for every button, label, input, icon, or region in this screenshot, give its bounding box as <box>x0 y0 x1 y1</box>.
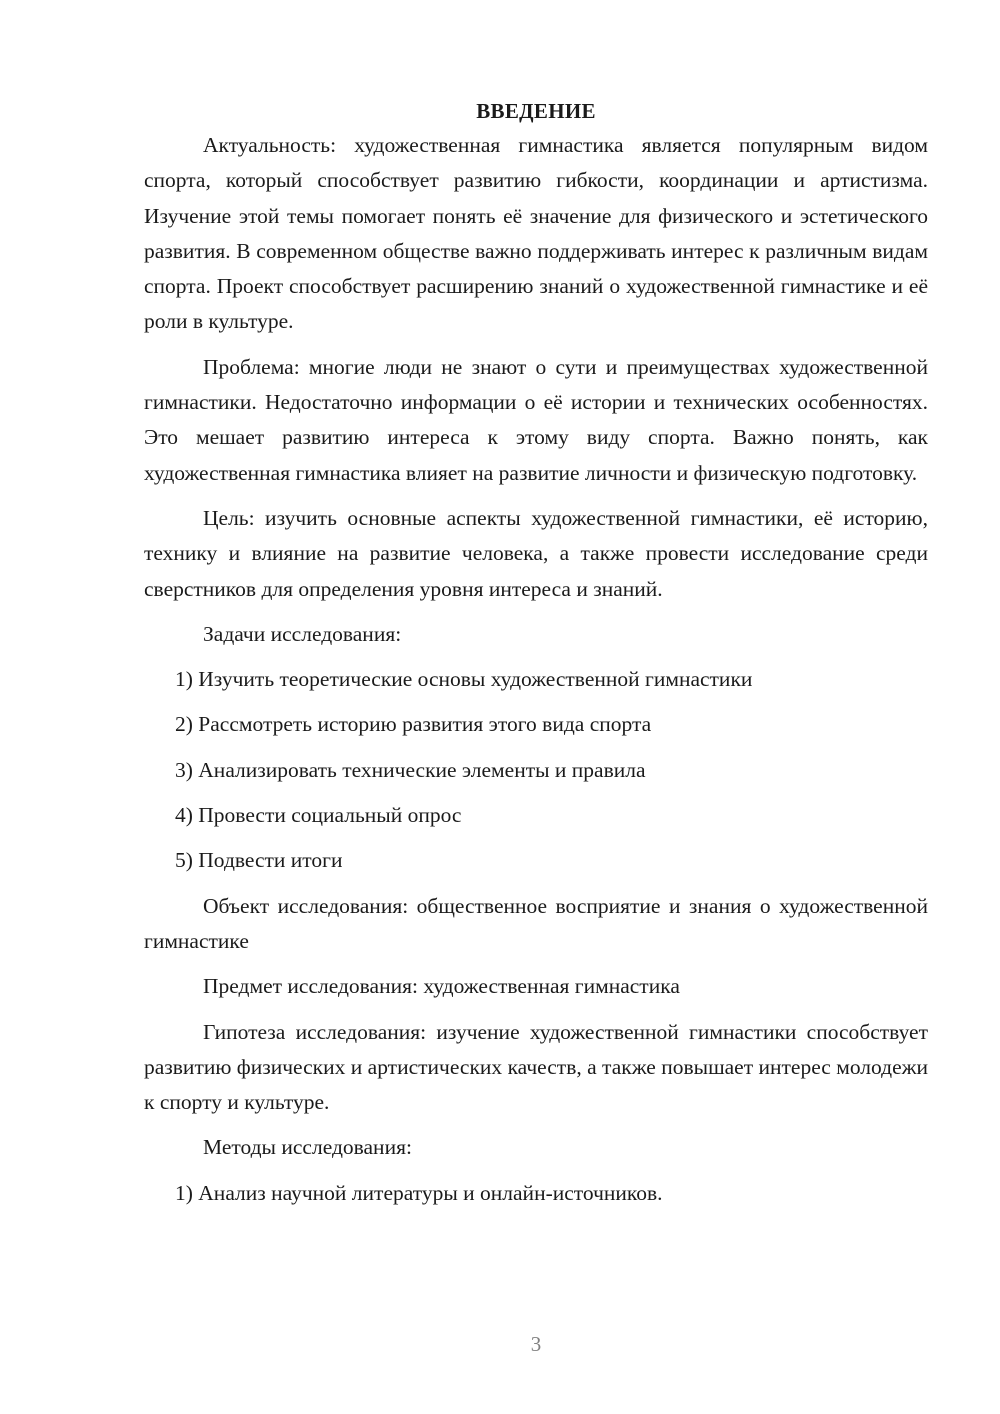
tasks-heading: Задачи исследования: <box>203 621 402 646</box>
task-item: 5) Подвести итоги <box>175 848 343 873</box>
goal-paragraph: Цель: изучить основные аспекты художественной гимнастики, её историю, технику и влияние на развитие человека, а также провести исследование среди сверстников для определения уровня интереса и знаний. <box>144 505 928 601</box>
problem-paragraph: Проблема: многие люди не знают о сути и преимуществах художественной гимнастики. Недостаточно информации о её истории и технических особенностях. Это мешает развитию интереса к этому виду спорта. Важно понять, как художественная гимнастика влияет на развитие личности и физическую подготовку. <box>144 354 928 485</box>
task-item: 3) Анализировать технические элементы и правила <box>175 757 646 782</box>
subject-line: Предмет исследования: художественная гимнастика <box>203 974 680 999</box>
methods-heading: Методы исследования: <box>203 1135 412 1160</box>
method-item: 1) Анализ научной литературы и онлайн-источников. <box>175 1180 663 1205</box>
section-heading: ВВЕДЕНИЕ <box>476 99 596 123</box>
page-number: 3 <box>530 1332 542 1356</box>
task-item: 4) Провести социальный опрос <box>175 803 462 828</box>
task-item: 2) Рассмотреть историю развития этого вида спорта <box>175 712 652 737</box>
document-page <box>144 96 928 1221</box>
relevance-paragraph: Актуальность: художественная гимнастика является популярным видом спорта, который способствует развитию гибкости, координации и артистизма. Изучение этой темы помогает понять её значение для физического и эстетического развития. В современном обществе важно поддерживать интерес к различным видам спорта. Проект способствует расширению знаний о художественной гимнастике и её роли в культуре. <box>144 133 928 334</box>
object-paragraph: Объект исследования: общественное восприятие и знания о художественной гимнастике <box>144 893 928 953</box>
hypothesis-paragraph: Гипотеза исследования: изучение художественной гимнастики способствует развитию физических и артистических качеств, а также повышает интерес молодежи к спорту и культуре. <box>144 1019 928 1115</box>
task-item: 1) Изучить теоретические основы художественной гимнастики <box>175 667 753 692</box>
